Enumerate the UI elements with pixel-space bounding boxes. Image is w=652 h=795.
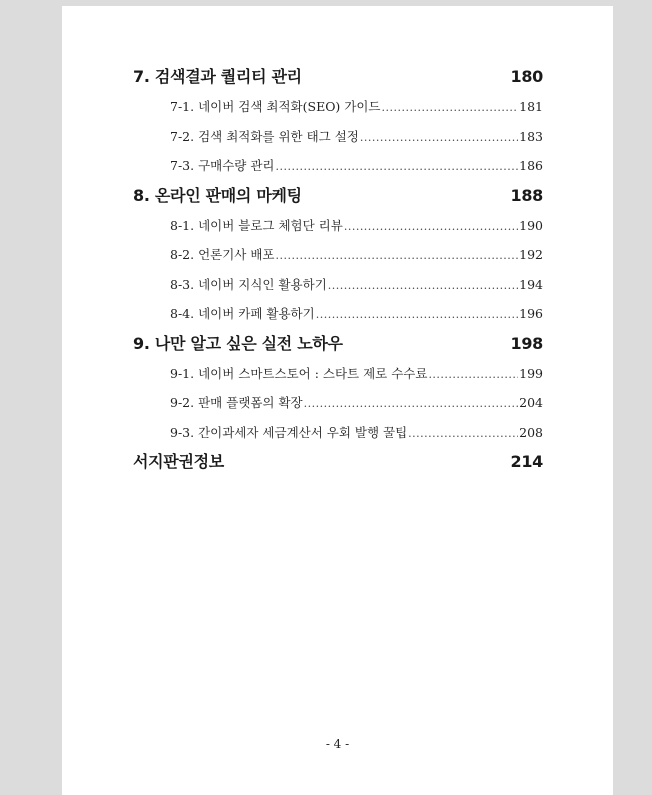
toc-entry-8-3[interactable] (170, 270, 543, 300)
entry-page-number: 196 (519, 306, 543, 321)
dot-leader (344, 212, 518, 242)
dot-leader (360, 123, 518, 153)
entry-page-number: 190 (519, 217, 543, 233)
dot-leader (304, 389, 519, 419)
toc-entry-7-3[interactable] (170, 151, 543, 181)
chapter-title: 9. 나만 알고 싶은 실전 노하우 (133, 333, 343, 353)
toc-entry-8-4[interactable] (170, 299, 543, 329)
toc-entry-9-1[interactable] (170, 359, 543, 389)
entry-title: 7-1. 네이버 검색 최적화(SEO) 가이드 (170, 99, 381, 114)
toc-chapter-7[interactable] (133, 62, 543, 92)
toc-entry-7-1[interactable] (170, 92, 543, 122)
toc-entry-7-2[interactable] (170, 122, 543, 152)
dot-leader (276, 152, 519, 182)
chapter-page-number: 214 (510, 452, 543, 471)
chapter-page-number: 188 (510, 185, 543, 205)
dot-leader (328, 271, 518, 301)
entry-page-number: 208 (519, 424, 543, 440)
entry-title: 9-3. 간이과세자 세금계산서 우회 발행 꿀팁 (170, 424, 408, 440)
entry-title: 9-2. 판매 플랫폼의 확장 (170, 395, 303, 410)
document-page (62, 6, 613, 795)
page-number-footer: - 4 - (325, 737, 350, 751)
entry-page-number: 183 (519, 128, 543, 144)
chapter-title: 7. 검색결과 퀄리티 관리 (133, 67, 302, 86)
dot-leader (382, 93, 519, 123)
toc-chapter-9[interactable] (133, 329, 543, 359)
chapter-title: 8. 온라인 판매의 마케팅 (133, 185, 302, 205)
table-of-contents (133, 62, 543, 477)
toc-entry-9-2[interactable] (170, 388, 543, 418)
entry-page-number: 181 (519, 99, 543, 114)
toc-chapter-colophon[interactable] (133, 447, 543, 477)
chapter-page-number: 198 (510, 333, 543, 353)
dot-leader (428, 360, 518, 390)
entry-page-number: 186 (519, 158, 543, 173)
entry-page-number: 192 (519, 247, 543, 262)
entry-title: 8-1. 네이버 블로그 체험단 리뷰 (170, 217, 343, 233)
entry-title: 8-3. 네이버 지식인 활용하기 (170, 276, 327, 292)
entry-title: 8-4. 네이버 카페 활용하기 (170, 306, 315, 321)
entry-page-number: 199 (519, 365, 543, 381)
toc-entry-8-1[interactable] (170, 211, 543, 241)
dot-leader (276, 241, 519, 271)
dot-leader (408, 419, 518, 449)
entry-title: 7-2. 검색 최적화를 위한 태그 설정 (170, 128, 359, 144)
dot-leader (316, 300, 518, 330)
chapter-title: 서지판권정보 (133, 452, 224, 471)
chapter-page-number: 180 (510, 67, 543, 86)
toc-entry-8-2[interactable] (170, 240, 543, 270)
toc-entry-9-3[interactable] (170, 418, 543, 448)
toc-chapter-8[interactable] (133, 181, 543, 211)
entry-page-number: 204 (519, 395, 543, 410)
entry-title: 7-3. 구매수량 관리 (170, 158, 275, 173)
entry-title: 8-2. 언론기사 배포 (170, 247, 275, 262)
entry-title: 9-1. 네이버 스마트스토어 : 스타트 제로 수수료 (170, 365, 428, 381)
entry-page-number: 194 (519, 276, 543, 292)
